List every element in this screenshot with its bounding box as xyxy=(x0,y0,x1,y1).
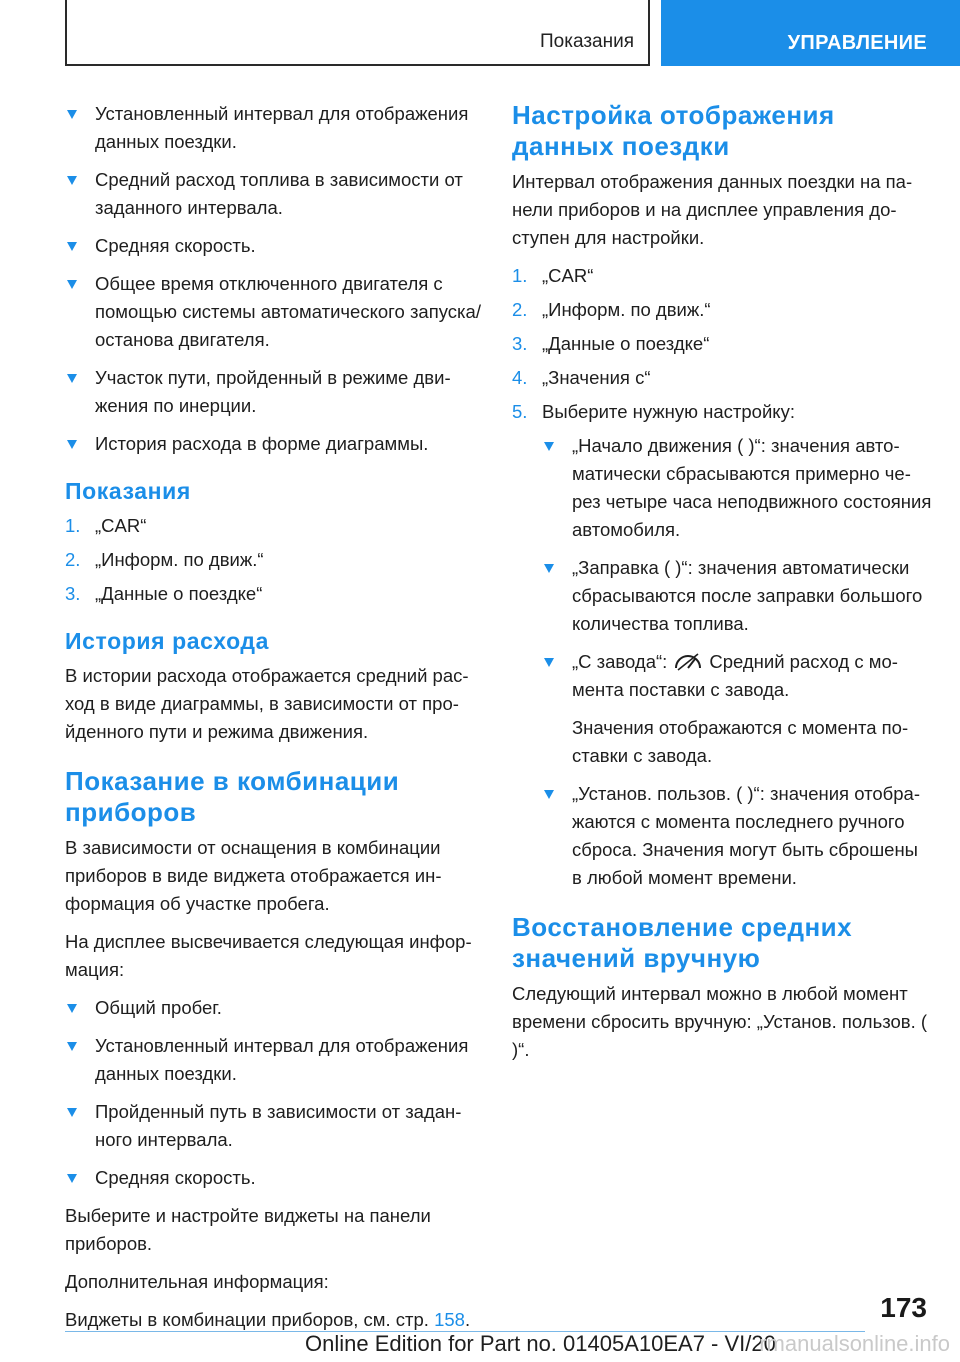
list-item: Участок пути, пройденный в режиме движения по инерции. xyxy=(65,364,485,420)
paragraph: Значения отображаются с момента поставки с завода. xyxy=(572,717,909,766)
triangle-down-icon xyxy=(67,1174,77,1183)
paragraph-with-link: Виджеты в комбинации приборов, см. стр. 158. xyxy=(65,1309,471,1330)
numbered-item: 2. „Информ. по движ.“ xyxy=(65,549,264,570)
triangle-down-icon xyxy=(544,442,554,451)
paragraph: Выберите и настройте виджеты на панели приборов. xyxy=(65,1205,431,1254)
edition-text: Online Edition for Part no. 01405A10EA7 - VI/20 xyxy=(305,1331,776,1356)
list-item: Общий пробег. xyxy=(65,994,485,1022)
numbered-item: 3. „Данные о поездке“ xyxy=(512,333,710,354)
triangle-down-icon xyxy=(67,110,77,119)
paragraph: Интервал отображения данных поездки на панели приборов и на дисплее управления доступен для настройки. xyxy=(512,171,913,248)
list-item: Средний расход топлива в зависимости от заданного интервала. xyxy=(65,166,485,222)
heading-trip-data-settings: Настройка отображения данных поездки xyxy=(512,100,835,161)
heading-consumption-history: История расхода xyxy=(65,628,270,654)
left-column xyxy=(65,100,485,1344)
gauge-icon xyxy=(673,650,703,672)
list-item: Установленный интервал для отображения данных поездки. xyxy=(65,1032,485,1088)
list-item: „Установ. пользов. ( )“: значения отображаются с момента последнего ручного сброса. Значения могут быть сброшены в любой момент времени. xyxy=(542,780,932,892)
page-link[interactable]: 158 xyxy=(434,1309,465,1330)
chapter-tab-label: УПРАВЛЕНИЕ xyxy=(787,32,927,54)
paragraph: Следующий интервал можно в любой момент времени сбросить вручную: „Установ. пользов. ( )“. xyxy=(512,983,928,1060)
triangle-down-icon xyxy=(544,790,554,799)
section-tab-label: Показания xyxy=(540,31,634,52)
list-item: Средняя скорость. xyxy=(65,1164,485,1192)
triangle-down-icon xyxy=(67,1108,77,1117)
numbered-item: 2. „Информ. по движ.“ xyxy=(512,299,711,320)
section-tab xyxy=(65,0,650,66)
watermark: rmanualsonline.info xyxy=(759,1331,950,1356)
list-item: Пройденный путь в зависимости от заданного интервала. xyxy=(65,1098,485,1154)
list-item: „Начало движения ( )“: значения автоматически сбрасываются примерно через четыре часа неподвижного состояния автомобиля. xyxy=(542,432,932,544)
page-number: 173 xyxy=(880,1292,927,1323)
paragraph: В истории расхода отображается средний расход в виде диаграммы, в зависимости от пройденного пути и режима движения. xyxy=(65,665,469,742)
numbered-item: 1. „CAR“ xyxy=(512,265,594,286)
right-column xyxy=(512,100,932,1074)
numbered-item: 5. Выберите нужную настройку: xyxy=(512,401,795,422)
numbered-item: 3. „Данные о поездке“ xyxy=(65,583,263,604)
triangle-down-icon xyxy=(544,564,554,573)
chapter-tab xyxy=(661,0,960,66)
list-item: История расхода в форме диаграммы. xyxy=(65,430,485,458)
heading-instrument-display: Показание в комбинации приборов xyxy=(65,766,400,827)
paragraph: На дисплее высвечивается следующая информация: xyxy=(65,931,472,980)
paragraph: В зависимости от оснащения в комбинации приборов в виде виджета отображается информация об участке пробега. xyxy=(65,837,442,914)
triangle-down-icon xyxy=(67,1042,77,1051)
triangle-down-icon xyxy=(67,440,77,449)
list-item: Средняя скорость. xyxy=(65,232,485,260)
list-item: „Заправка ( )“: значения автоматически сбрасываются после заправки большого количества топлива. xyxy=(542,554,932,638)
paragraph: Дополнительная информация: xyxy=(65,1271,329,1292)
list-item: „С завода“: Средний расход с момента поставки с завода. xyxy=(542,648,932,704)
triangle-down-icon xyxy=(67,242,77,251)
triangle-down-icon xyxy=(544,658,554,667)
numbered-item: 4. „Значения с“ xyxy=(512,367,651,388)
triangle-down-icon xyxy=(67,280,77,289)
heading-readings: Показания xyxy=(65,478,191,504)
list-item: Общее время отключенного двигателя с помощью системы автоматического запуска/останова двигателя. xyxy=(65,270,485,354)
triangle-down-icon xyxy=(67,1004,77,1013)
triangle-down-icon xyxy=(67,176,77,185)
heading-manual-reset: Восстановление средних значений вручную xyxy=(512,912,853,973)
list-item: Установленный интервал для отображения данных поездки. xyxy=(65,100,485,156)
triangle-down-icon xyxy=(67,374,77,383)
numbered-item: 1. „CAR“ xyxy=(65,515,147,536)
